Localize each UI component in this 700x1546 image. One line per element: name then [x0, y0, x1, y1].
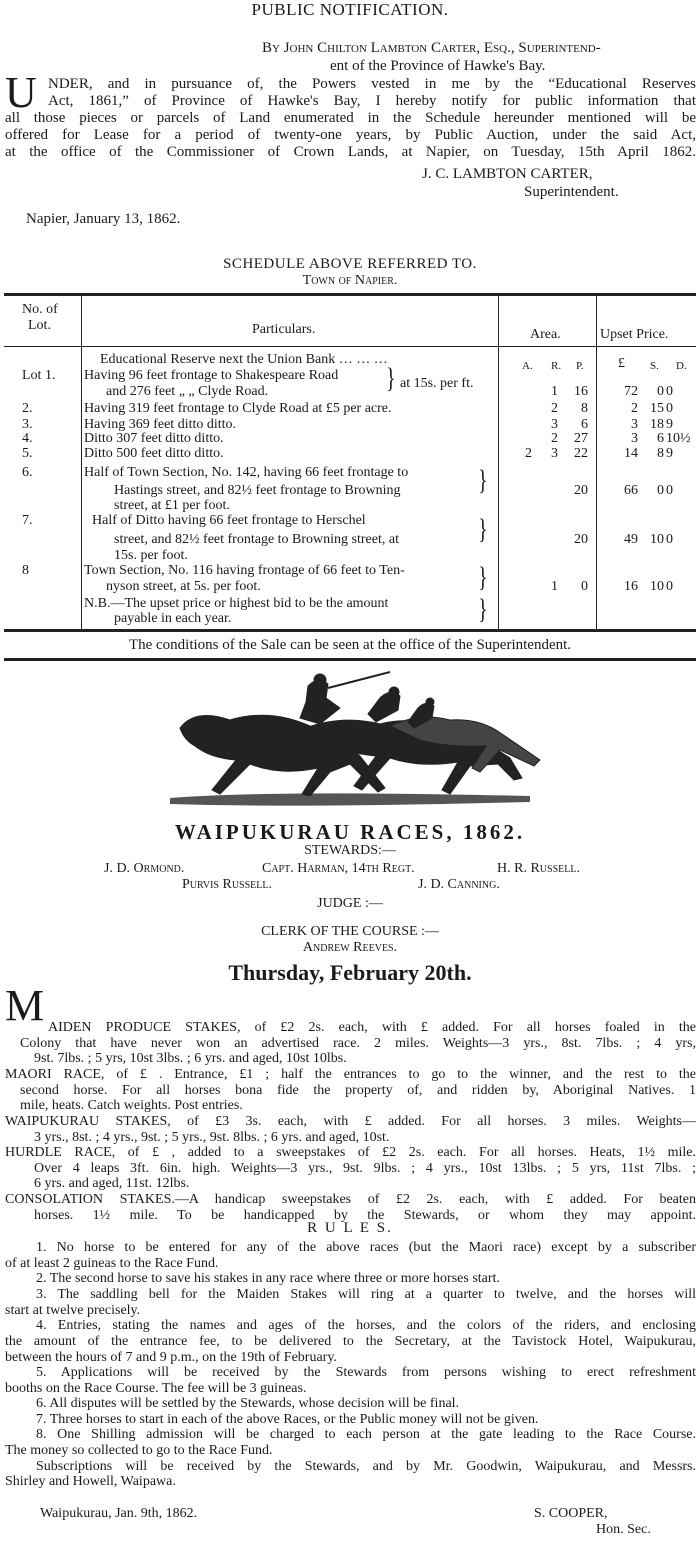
lot-number: 3. [22, 417, 33, 432]
price-shillings: 10 [650, 532, 664, 547]
judge-label: JUDGE :— [317, 896, 383, 911]
lot-particulars: N.B.—The upset price or highest bid to be the amount [84, 596, 389, 611]
footer-place-date: Waipukurau, Jan. 9th, 1862. [40, 1506, 198, 1521]
rule-line: 3. The saddling bell for the Maiden Stakes will ring at a quarter to twelve, and the horses will [36, 1287, 696, 1302]
area-acres: 2 [525, 446, 532, 461]
price-pounds: 3 [631, 431, 638, 446]
schedule-subtitle: Town of Napier. [302, 273, 398, 288]
footer-signature-title: Hon. Sec. [596, 1522, 651, 1537]
header-pence: D. [676, 360, 687, 372]
header-perches: P. [576, 360, 584, 372]
lot-number: 6. [22, 465, 33, 480]
price-shillings: 8 [657, 446, 664, 461]
table-column-divider [498, 296, 499, 629]
header-shillings: S. [650, 360, 659, 372]
price-pence: 0 [666, 401, 673, 416]
price-pence: 0 [666, 532, 673, 547]
price-shillings: 10 [650, 579, 664, 594]
clerk-label: CLERK OF THE COURSE :— [261, 924, 439, 939]
header-particulars: Particulars. [252, 322, 316, 337]
price-pence: 9 [666, 417, 673, 432]
race-event-line: 9st. 7lbs. ; 5 yrs, 10st 3lbs. ; 6 yrs. and aged, 10st 10lbs. [34, 1051, 347, 1066]
notice-signature-title: Superintendent. [524, 184, 619, 200]
area-roods: 3 [551, 446, 558, 461]
steward-name: J. D. Ormond. [104, 861, 185, 876]
area-roods: 2 [551, 401, 558, 416]
drop-cap-initial: U [5, 68, 37, 117]
header-pounds: £ [618, 356, 625, 371]
brace: } [478, 465, 488, 497]
rule-line: the amount of the entrance fee, to be delivered to the Secretary, at the Tavistock Hotel, Waipukurau, [5, 1334, 696, 1349]
header-lot-1: No. of [22, 302, 58, 317]
price-pounds: 14 [624, 446, 638, 461]
rules-heading: R U L E S. [307, 1220, 393, 1236]
notice-place-date: Napier, January 13, 1862. [26, 211, 181, 227]
price-pence: 10½ [666, 431, 691, 446]
rule-line: The money so collected to go to the Race Fund. [5, 1443, 273, 1458]
header-upset-price: Upset Price. [600, 327, 669, 342]
area-perches: 27 [574, 431, 588, 446]
lot-particulars: Town Section, No. 116 having frontage of 66 feet to Ten- [84, 563, 405, 578]
rule-line: 1. No horse to be entered for any of the above races (but the Maori race) except by a subscriber [36, 1240, 696, 1255]
race-event-line: second horse. For all horses bona fide the property of, and ridden by, Aboriginal Natives. 1 [20, 1083, 696, 1098]
area-perches: 22 [574, 446, 588, 461]
lot-particulars: and 276 feet „ „ Clyde Road. [106, 384, 269, 399]
section-divider [4, 658, 696, 661]
area-perches: 6 [581, 417, 588, 432]
lot-number: 8 [22, 563, 29, 578]
race-event-line: WAIPUKURAU STAKES, of £3 3s. each, with £ added. For all horses. 3 miles. Weights— [5, 1114, 696, 1129]
rule-line: 6. All disputes will be settled by the Stewards, whose decision will be final. [36, 1396, 460, 1411]
rule-line: Subscriptions will be received by the Stewards, and by Mr. Goodwin, Waipukurau, and Messrs. [36, 1459, 696, 1474]
lot-particulars: Ditto 500 feet ditto ditto. [84, 446, 224, 461]
lot-number: 7. [22, 513, 33, 528]
price-pence: 0 [666, 579, 673, 594]
rule-line: booths on the Race Course. The fee will be 3 guineas. [5, 1381, 307, 1396]
price-pounds: 72 [624, 384, 638, 399]
price-pence: 0 [666, 384, 673, 399]
lot-number: 5. [22, 446, 33, 461]
lot-number: Lot 1. [22, 368, 56, 383]
lot-particulars: Half of Ditto having 66 feet frontage to Herschel [92, 513, 366, 528]
price-shillings: 15 [650, 401, 664, 416]
brace: } [478, 594, 488, 626]
brace: } [386, 363, 396, 395]
lot1-rate: at 15s. per ft. [400, 376, 474, 391]
area-roods: 1 [551, 384, 558, 399]
lot-particulars: Hastings street, and 82½ feet frontage to Browning [114, 483, 401, 498]
race-event-line: 6 yrs. and aged, 11st. 12lbs. [34, 1176, 190, 1191]
rule-line: 8. One Shilling admission will be charged to each person at the gate leading to the Race Course. [36, 1427, 696, 1442]
stewards-label: STEWARDS:— [304, 843, 396, 858]
header-roods: R. [551, 360, 562, 372]
header-area: Area. [530, 327, 561, 342]
notice-body-line: all those pieces or parcels of Land enumerated in the Schedule hereunder mentioned will be [5, 110, 696, 126]
rule-line: start at twelve precisely. [5, 1303, 141, 1318]
rule-line: 2. The second horse to save his stakes in any race where three or more horses start. [36, 1271, 500, 1286]
brace: } [478, 562, 488, 594]
schedule-conditions: The conditions of the Sale can be seen at the office of the Superintendent. [128, 637, 572, 653]
lot-particulars: nyson street, at 5s. per foot. [106, 579, 261, 594]
header-lot-2: Lot. [28, 318, 51, 333]
price-shillings: 18 [650, 417, 664, 432]
drop-cap-initial: M [5, 981, 45, 1030]
table-column-divider [596, 296, 597, 629]
race-event-line: Over 4 leaps 3ft. 6in. high. Weights—3 yrs., 9st. 9lbs. ; 4 yrs., 10st 13lbs. ; 5 yrs, 11st 7lbs. ; [34, 1161, 696, 1176]
price-shillings: 6 [657, 431, 664, 446]
notice-byline-2: ent of the Province of Hawke's Bay. [330, 58, 546, 74]
rule-line: Shirley and Howell, Waipawa. [5, 1474, 176, 1489]
rule-line: of at least 2 guineas to the Race Fund. [5, 1256, 219, 1271]
price-pounds: 2 [631, 401, 638, 416]
races-title: WAIPUKURAU RACES, 1862. [174, 820, 526, 844]
lot-number: 2. [22, 401, 33, 416]
race-event-line: Colony that have never won an advertised race. 2 miles. Weights—3 yrs., 8st. 7lbs. ; 4 yrs, [20, 1036, 696, 1051]
notice-byline-1: By John Chilton Lambton Carter, Esq., Superintend- [262, 40, 601, 56]
race-event-line: AIDEN PRODUCE STAKES, of £2 2s. each, with £ added. For all horses foaled in the [48, 1020, 696, 1035]
header-acres: A. [522, 360, 533, 372]
price-pounds: 66 [624, 483, 638, 498]
lot-particulars: Having 96 feet frontage to Shakespeare Road [84, 368, 339, 383]
table-bottom-rule [4, 629, 696, 632]
notice-heading: PUBLIC NOTIFICATION. [251, 0, 449, 19]
price-pence: 9 [666, 446, 673, 461]
area-roods: 3 [551, 417, 558, 432]
notice-body-line: offered for Lease for a period of twenty-one years, by Public Auction, under the said Act, [5, 127, 696, 143]
lot-particulars: Having 369 feet ditto ditto. [84, 417, 237, 432]
race-event-line: mile, heats. Catch weights. Post entries. [20, 1098, 243, 1113]
brace: } [478, 514, 488, 546]
lot-particulars: street, and 82½ feet frontage to Browning street, at [114, 532, 399, 547]
rule-line: 7. Three horses to start in each of the above Races, or the Public money will not be given. [36, 1412, 539, 1427]
notice-body-line: Act, 1861,” of Province of Hawke's Bay, I hereby notify for public information that [48, 93, 696, 109]
notice-body-line: at the office of the Commissioner of Crown Lands, at Napier, on Tuesday, 15th April 1862. [5, 144, 696, 160]
steward-name: Purvis Russell. [182, 877, 272, 892]
table-top-rule [4, 293, 696, 296]
rule-line: 4. Entries, stating the names and ages of the horses, and the colors of the riders, and enclosing [36, 1318, 696, 1333]
lot-particulars: Ditto 307 feet ditto ditto. [84, 431, 224, 446]
lot-particulars: Educational Reserve next the Union Bank … … … [100, 352, 388, 367]
area-perches: 16 [574, 384, 588, 399]
area-perches: 20 [574, 483, 588, 498]
race-event-line: horses. 1½ mile. To be handicapped by the Stewards, or whom they may appoint. [34, 1208, 696, 1223]
steward-name: H. R. Russell. [497, 861, 580, 876]
area-perches: 20 [574, 532, 588, 547]
price-shillings: 0 [657, 384, 664, 399]
clerk-name: Andrew Reeves. [302, 940, 398, 955]
price-pounds: 3 [631, 417, 638, 432]
race-event-line: MAORI RACE, of £ . Entrance, £1 ; half the entrances to go to the winner, and the rest to the [5, 1067, 696, 1082]
notice-body-line: NDER, and in pursuance of, the Powers vested in me by the “Educational Reserves [48, 76, 696, 92]
race-event-line: CONSOLATION STAKES.—A handicap sweepstakes of £2 2s. each, with £ added. For beaten [5, 1192, 696, 1207]
notice-signature-name: J. C. LAMBTON CARTER, [422, 166, 593, 182]
race-day-heading: Thursday, February 20th. [228, 960, 472, 985]
steward-name: Capt. Harman, 14th Regt. [262, 861, 415, 876]
footer-signature-name: S. COOPER, [534, 1506, 608, 1521]
area-roods: 1 [551, 579, 558, 594]
steward-name: J. D. Canning. [418, 877, 500, 892]
area-perches: 0 [581, 579, 588, 594]
price-shillings: 0 [657, 483, 664, 498]
race-event-line: 3 yrs., 8st. ; 4 yrs., 9st. ; 5 yrs., 9st. 8lbs. ; 6 yrs. and aged, 10st. [34, 1130, 390, 1145]
price-pence: 0 [666, 483, 673, 498]
area-roods: 2 [551, 431, 558, 446]
lot-number: 4. [22, 431, 33, 446]
race-event-line: HURDLE RACE, of £ , added to a sweepstakes of £2 2s. each. For all horses. Heats, 1½ mile. [5, 1145, 696, 1160]
lot-particulars: payable in each year. [114, 611, 232, 626]
rule-line: 5. Applications will be received by the Stewards from persons wishing to erect refreshment [36, 1365, 696, 1380]
lot-particulars: Half of Town Section, No. 142, having 66 feet frontage to [84, 465, 409, 480]
lot-particulars: Having 319 feet frontage to Clyde Road at £5 per acre. [84, 401, 392, 416]
schedule-title: SCHEDULE ABOVE REFERRED TO. [223, 256, 477, 272]
table-column-divider [81, 296, 82, 629]
table-header-rule [4, 346, 696, 347]
lot-particulars: street, at £1 per foot. [114, 498, 230, 513]
price-pounds: 16 [624, 579, 638, 594]
lot-particulars: 15s. per foot. [114, 548, 188, 563]
price-pounds: 49 [624, 532, 638, 547]
rule-line: between the hours of 7 and 9 p.m., on the 19th of February. [5, 1350, 337, 1365]
area-perches: 8 [581, 401, 588, 416]
horse-race-engraving [150, 668, 550, 816]
